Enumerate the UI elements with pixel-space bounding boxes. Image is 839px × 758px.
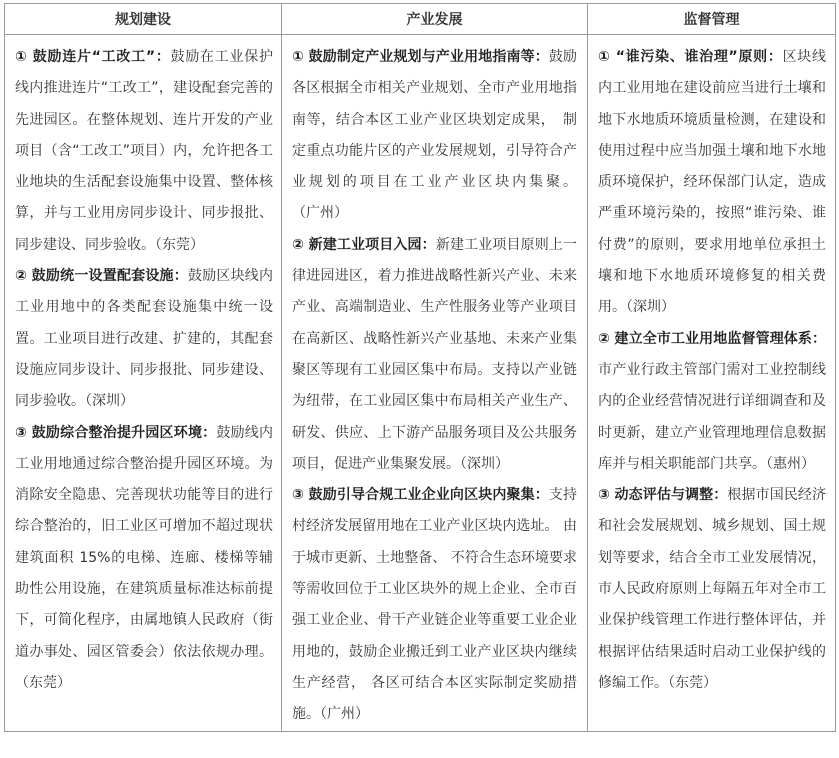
item-number: ① xyxy=(598,49,611,65)
item-number: ② xyxy=(15,268,28,285)
item-body: 市产业行政主管部门需对工业控制线内的企业经营情况进行详细调查和及时更新，建立产业管理地理信息数据库并与相关职能部门共享。 xyxy=(598,361,826,472)
item-city: （深圳） xyxy=(460,455,509,472)
industry-item-1 xyxy=(292,42,577,230)
item-title: 鼓励综合整治提升园区环境： xyxy=(31,424,217,441)
item-number: ③ xyxy=(292,487,304,504)
item-city: （深圳） xyxy=(85,393,134,410)
item-city: （广州） xyxy=(292,205,348,222)
item-city: （深圳） xyxy=(626,299,675,316)
item-number: ② xyxy=(292,236,304,253)
item-body: 鼓励在工业保护线内推进连片“工改工”，建设配套完善的先进园区。在整体规划、连片开发的产业项目（含“工改工”项目）内，允许把各工业地块的生活配套设施集中设置、整体核算，并与工业用房同步设计、同步报批、同步建设、同步验收。 xyxy=(15,49,274,253)
header-row xyxy=(5,4,836,35)
item-title: 鼓励统一设置配套设施： xyxy=(31,268,188,285)
industry-item-2 xyxy=(292,230,577,480)
item-city: （惠州） xyxy=(766,455,815,472)
item-number: ① xyxy=(15,49,28,65)
item-body: 根据市国民经济和社会发展规划、城乡规划、国土规划等要求，结合全市工业发展情况，市人民政府原则上每隔五年对全市工业保护线管理工作进行整体评估，并根据评估结果适时启动工业保护线的修编工作。 xyxy=(598,487,827,691)
item-body: 区块线内工业用地在建设前应当进行土壤和地下水地质环境质量检测，在建设和使用过程中应当加强土壤和地下水地质环境保护，经环保部门认定，造成严重环境污染的，按照“谁污染、谁付费”的原则，要求用地单位承担土壤和地下水地质环境修复的相关费用。 xyxy=(598,49,827,316)
item-title: 动态评估与调整： xyxy=(614,487,728,504)
item-title: 鼓励连片“工改工”： xyxy=(32,49,171,65)
item-body: 鼓励各区根据全市相关产业规划、全市产业用地指南等，结合本区工业产业区块划定成果， 制定重点功能片区的产业发展规划，引导符合产业规划的项目在工业产业区块内集聚。 xyxy=(292,49,578,191)
policy-table xyxy=(4,3,836,732)
item-city: （广州） xyxy=(320,706,369,723)
item-title: 新建工业项目入园： xyxy=(308,236,436,253)
item-title: “谁污染、谁治理”原则： xyxy=(615,49,783,65)
item-body: 鼓励区块线内工业用地中的各类配套设施集中统一设置。工业项目进行改建、扩建的，其配套设施应同步设计、同步报批、同步建设、同步验收。 xyxy=(15,268,274,410)
item-body: 鼓励线内工业用地通过综合整治提升园区环境。为消除安全隐患、完善现状功能等目的进行综合整治的，旧工业区可增加不超过现状建筑面积 15%的电梯、连廊、楼梯等辅助性公用设施，在建筑质量标准达标前提下，可简化程序，由属地镇人民政府（街道办事处、园区管委会）依法依规办理。 xyxy=(15,424,274,660)
item-number: ② xyxy=(598,330,610,347)
header-supervision: 监督管理 xyxy=(588,4,836,35)
supervision-cell xyxy=(588,35,836,732)
supervision-item-3 xyxy=(598,480,826,699)
item-body: 新建工业项目原则上一律进园进区，着力推进战略性新兴产业、未来产业、高端制造业、生产性服务业等产业项目在高新区、战略性新兴产业基地、未来产业集聚区等现有工业园区集中布局。支持以产业链为纽带，在工业园区集中布局相关产业生产、研发、供应、上下游产品服务项目及公共服务项目，促进产业集聚发展。 xyxy=(292,236,578,472)
item-number: ③ xyxy=(15,424,28,441)
item-body: 支持村经济发展留用地在工业产业区块内选址。 由于城市更新、土地整备、 不符合生态环境要求等需收回位于工业区块外的规上企业、全市百强工业企业、骨干产业链企业等重要工业企业用地的，鼓励企业搬迁到工业产业区块内继续生产经营， 各区可结合本区实际制定奖励措施。 xyxy=(292,487,578,723)
item-title: 建立全市工业用地监督管理体系： xyxy=(614,330,827,347)
industry-item-3 xyxy=(292,480,577,730)
content-row xyxy=(5,35,836,732)
planning-item-1 xyxy=(15,42,273,261)
supervision-item-1 xyxy=(598,42,826,324)
item-number: ① xyxy=(292,49,304,65)
item-city: （东莞） xyxy=(15,674,71,691)
item-title: 鼓励引导合规工业企业向区块内聚集： xyxy=(308,487,549,504)
supervision-item-2 xyxy=(598,324,826,480)
header-industry: 产业发展 xyxy=(282,4,588,35)
planning-item-2 xyxy=(15,261,273,417)
planning-item-3 xyxy=(15,418,273,700)
item-city: （东莞） xyxy=(155,236,204,253)
item-title: 鼓励制定产业规划与产业用地指南等： xyxy=(308,49,549,65)
item-number: ③ xyxy=(598,487,610,504)
planning-cell xyxy=(5,35,282,732)
industry-cell xyxy=(282,35,588,732)
item-city: （东莞） xyxy=(668,674,717,691)
header-planning: 规划建设 xyxy=(5,4,282,35)
